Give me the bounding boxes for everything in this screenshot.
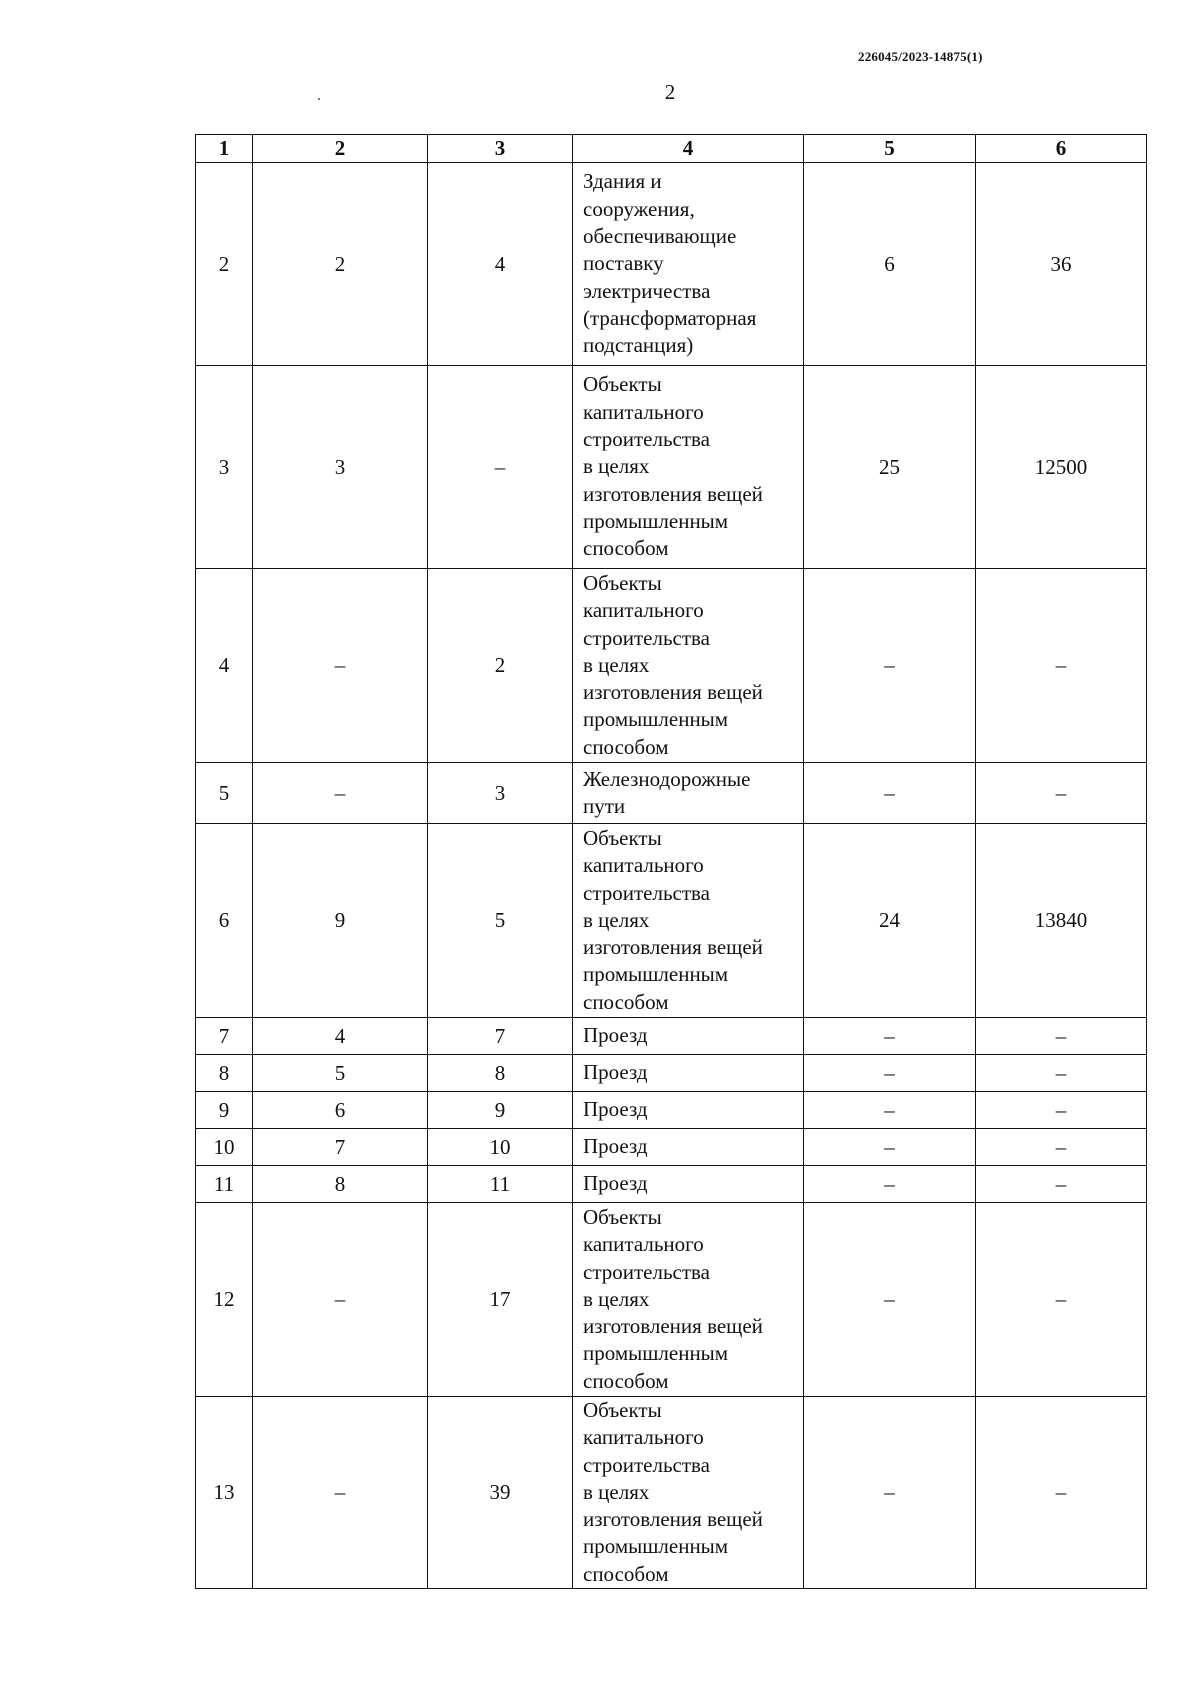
table-cell: – (976, 569, 1147, 763)
table-cell: 2 (253, 163, 428, 366)
table-cell: – (804, 1129, 976, 1166)
table-cell: 4 (196, 569, 253, 763)
table-cell-description: Объекты капитального строительства в целях изготовления вещей промышленным способом (573, 824, 804, 1018)
table-row (196, 1166, 1147, 1203)
table-cell-description: Проезд (573, 1018, 804, 1055)
table-cell: 12 (196, 1203, 253, 1397)
table-cell: – (804, 1018, 976, 1055)
table-row (196, 1092, 1147, 1129)
table-cell: 2 (196, 163, 253, 366)
table-row (196, 1203, 1147, 1397)
table-cell: 24 (804, 824, 976, 1018)
table-cell-description: Объекты капитального строительства в целях изготовления вещей промышленным способом (573, 1203, 804, 1397)
table-row (196, 1055, 1147, 1092)
table-cell: 13840 (976, 824, 1147, 1018)
table-row (196, 824, 1147, 1018)
table-cell-description: Проезд (573, 1092, 804, 1129)
table-cell-description: Железнодорожные пути (573, 763, 804, 824)
table-cell: – (804, 1055, 976, 1092)
scan-dot-mark (318, 98, 320, 100)
table-cell: – (976, 1018, 1147, 1055)
table-cell: – (428, 366, 573, 569)
table-cell: 2 (428, 569, 573, 763)
table-cell: 6 (804, 163, 976, 366)
table-cell: 10 (196, 1129, 253, 1166)
table-cell: – (976, 1166, 1147, 1203)
land-plot-table (195, 134, 1147, 1589)
table-cell: 9 (428, 1092, 573, 1129)
table-row (196, 763, 1147, 824)
table-cell: – (976, 1397, 1147, 1589)
table-cell: 4 (428, 163, 573, 366)
table-cell: 13 (196, 1397, 253, 1589)
table-cell: – (253, 569, 428, 763)
table-cell: – (804, 1166, 976, 1203)
table-cell: 3 (428, 763, 573, 824)
table-cell: 11 (196, 1166, 253, 1203)
table-cell: 3 (196, 366, 253, 569)
table-cell: – (976, 1055, 1147, 1092)
page-number: 2 (664, 80, 676, 104)
table-cell: – (804, 569, 976, 763)
table-cell: 3 (253, 366, 428, 569)
table-cell: 10 (428, 1129, 573, 1166)
table-cell: – (804, 1092, 976, 1129)
table-cell: – (976, 763, 1147, 824)
table-cell: 12500 (976, 366, 1147, 569)
table-cell-description: Объекты капитального строительства в целях изготовления вещей промышленным способом (573, 366, 804, 569)
table-cell-description: Проезд (573, 1055, 804, 1092)
column-header: 3 (428, 135, 573, 163)
table-row (196, 163, 1147, 366)
table-cell: 6 (196, 824, 253, 1018)
table-cell: 4 (253, 1018, 428, 1055)
table-cell-description: Проезд (573, 1129, 804, 1166)
table-cell: – (804, 1397, 976, 1589)
table-row (196, 1018, 1147, 1055)
table-header-row (196, 135, 1147, 163)
table-cell: – (253, 763, 428, 824)
table-cell: 8 (253, 1166, 428, 1203)
table-cell: – (804, 763, 976, 824)
table-cell: 7 (428, 1018, 573, 1055)
table-row (196, 1129, 1147, 1166)
table-cell: 8 (196, 1055, 253, 1092)
table-cell: 9 (196, 1092, 253, 1129)
document-id: 226045/2023-14875(1) (858, 49, 983, 64)
table-row (196, 366, 1147, 569)
table-cell: 5 (253, 1055, 428, 1092)
column-header: 4 (573, 135, 804, 163)
column-header: 6 (976, 135, 1147, 163)
table-cell: – (976, 1129, 1147, 1166)
table-cell: 25 (804, 366, 976, 569)
table-row (196, 1397, 1147, 1589)
table-cell-description: Здания и сооружения, обеспечивающие поставку электричества (трансформаторная подстанция) (573, 163, 804, 366)
table-cell: 5 (428, 824, 573, 1018)
table-cell: 7 (196, 1018, 253, 1055)
table-cell: 7 (253, 1129, 428, 1166)
table-row (196, 569, 1147, 763)
table-cell-description: Объекты капитального строительства в целях изготовления вещей промышленным способом (573, 569, 804, 763)
table-cell: 36 (976, 163, 1147, 366)
table-cell: 39 (428, 1397, 573, 1589)
table-cell: 6 (253, 1092, 428, 1129)
column-header: 2 (253, 135, 428, 163)
column-header: 5 (804, 135, 976, 163)
table-cell: – (976, 1092, 1147, 1129)
table-cell: 17 (428, 1203, 573, 1397)
column-header: 1 (196, 135, 253, 163)
table-cell: 8 (428, 1055, 573, 1092)
table-cell: – (253, 1203, 428, 1397)
table-cell: 9 (253, 824, 428, 1018)
table-cell: 5 (196, 763, 253, 824)
table-cell-description: Объекты капитального строительства в целях изготовления вещей промышленным способом (573, 1397, 804, 1589)
table-cell: – (253, 1397, 428, 1589)
table-cell-description: Проезд (573, 1166, 804, 1203)
table-cell: 11 (428, 1166, 573, 1203)
table-cell: – (804, 1203, 976, 1397)
table-cell: – (976, 1203, 1147, 1397)
